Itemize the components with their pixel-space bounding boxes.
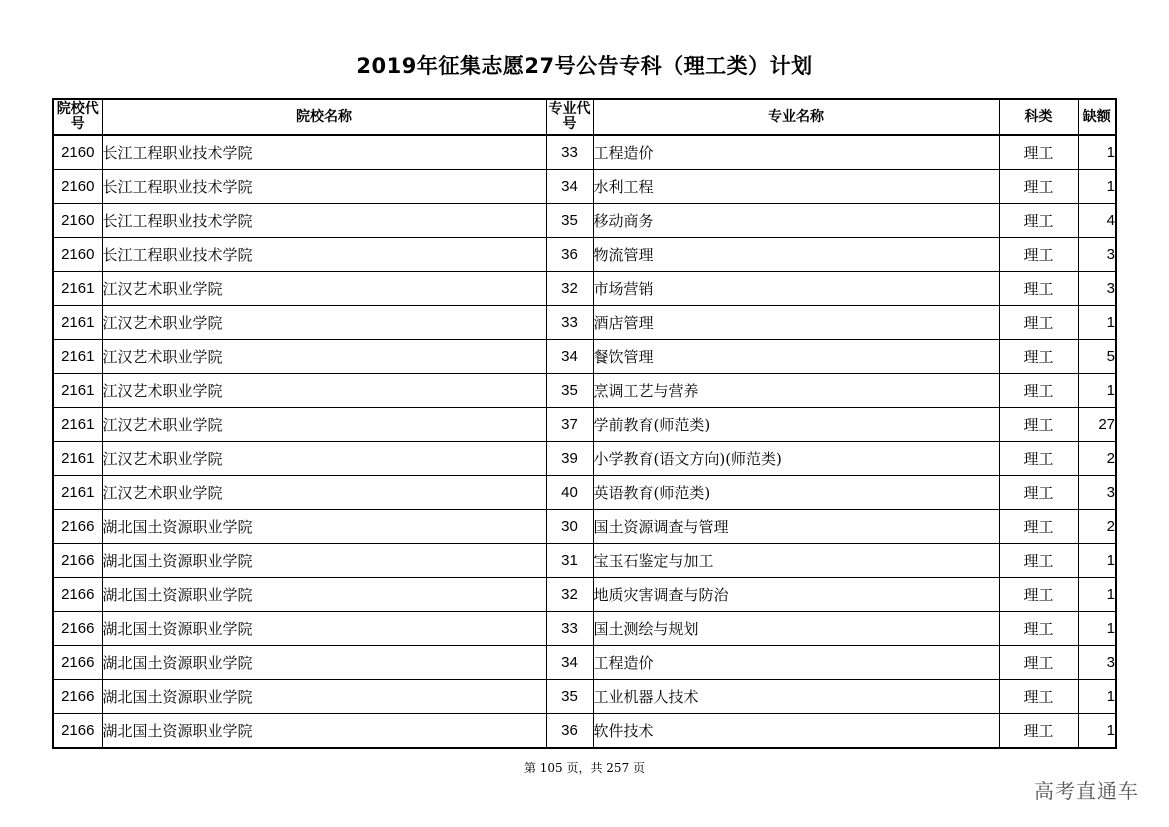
cell-major-name: 软件技术: [593, 714, 999, 749]
cell-school-name: 江汉艺术职业学院: [102, 340, 546, 374]
cell-major-code: 32: [546, 578, 593, 612]
cell-major-code: 36: [546, 714, 593, 749]
cell-school-name: 湖北国土资源职业学院: [102, 544, 546, 578]
table-row: [53, 714, 1116, 749]
cell-school-code: 2166: [53, 510, 102, 544]
cell-major-name: 工业机器人技术: [593, 680, 999, 714]
cell-school-name: 长江工程职业技术学院: [102, 204, 546, 238]
header-major-name: 专业名称: [593, 99, 999, 135]
cell-school-code: 2166: [53, 612, 102, 646]
cell-quota: 1: [1078, 170, 1116, 204]
cell-category: 理工: [999, 714, 1078, 749]
cell-quota: 3: [1078, 238, 1116, 272]
cell-major-code: 40: [546, 476, 593, 510]
cell-school-name: 长江工程职业技术学院: [102, 135, 546, 170]
cell-major-code: 37: [546, 408, 593, 442]
cell-quota: 27: [1078, 408, 1116, 442]
cell-category: 理工: [999, 204, 1078, 238]
cell-school-code: 2166: [53, 680, 102, 714]
cell-category: 理工: [999, 612, 1078, 646]
cell-quota: 1: [1078, 135, 1116, 170]
cell-category: 理工: [999, 135, 1078, 170]
page-footer: 第 105 页，共 257 页: [523, 761, 646, 775]
cell-school-code: 2166: [53, 646, 102, 680]
cell-quota: 1: [1078, 714, 1116, 749]
cell-major-code: 33: [546, 135, 593, 170]
cell-school-name: 江汉艺术职业学院: [102, 306, 546, 340]
table-row: [53, 408, 1116, 442]
cell-quota: 1: [1078, 612, 1116, 646]
cell-school-name: 长江工程职业技术学院: [102, 170, 546, 204]
cell-major-name: 移动商务: [593, 204, 999, 238]
cell-category: 理工: [999, 306, 1078, 340]
table-row: [53, 306, 1116, 340]
cell-major-name: 市场营销: [593, 272, 999, 306]
cell-major-name: 酒店管理: [593, 306, 999, 340]
cell-category: 理工: [999, 476, 1078, 510]
table-row: [53, 578, 1116, 612]
cell-school-name: 江汉艺术职业学院: [102, 374, 546, 408]
cell-category: 理工: [999, 510, 1078, 544]
cell-school-code: 2161: [53, 442, 102, 476]
cell-major-code: 35: [546, 680, 593, 714]
header-quota: 缺额: [1078, 99, 1116, 135]
table-row: [53, 680, 1116, 714]
table-row: [53, 238, 1116, 272]
cell-quota: 1: [1078, 306, 1116, 340]
cell-major-code: 34: [546, 170, 593, 204]
cell-major-code: 36: [546, 238, 593, 272]
cell-school-name: 江汉艺术职业学院: [102, 442, 546, 476]
cell-major-name: 水利工程: [593, 170, 999, 204]
table-row: [53, 510, 1116, 544]
cell-category: 理工: [999, 374, 1078, 408]
cell-major-name: 国土资源调查与管理: [593, 510, 999, 544]
cell-category: 理工: [999, 544, 1078, 578]
cell-school-name: 湖北国土资源职业学院: [102, 646, 546, 680]
cell-school-code: 2166: [53, 578, 102, 612]
cell-quota: 3: [1078, 272, 1116, 306]
header-category: 科类: [999, 99, 1078, 135]
cell-category: 理工: [999, 442, 1078, 476]
cell-major-name: 工程造价: [593, 135, 999, 170]
cell-major-code: 39: [546, 442, 593, 476]
cell-category: 理工: [999, 238, 1078, 272]
cell-school-code: 2160: [53, 204, 102, 238]
table-row: [53, 476, 1116, 510]
header-major-code: 专业代号: [546, 99, 593, 135]
cell-school-name: 湖北国土资源职业学院: [102, 510, 546, 544]
cell-school-name: 江汉艺术职业学院: [102, 476, 546, 510]
plan-table: [52, 98, 1117, 749]
cell-school-name: 湖北国土资源职业学院: [102, 714, 546, 749]
table-row: [53, 340, 1116, 374]
table-row: [53, 612, 1116, 646]
cell-quota: 1: [1078, 680, 1116, 714]
cell-major-name: 学前教育(师范类): [593, 408, 999, 442]
cell-category: 理工: [999, 170, 1078, 204]
cell-major-name: 国土测绘与规划: [593, 612, 999, 646]
cell-quota: 4: [1078, 204, 1116, 238]
cell-quota: 3: [1078, 476, 1116, 510]
cell-school-name: 湖北国土资源职业学院: [102, 680, 546, 714]
page-title: 2019年征集志愿27号公告专科（理工类）计划: [356, 54, 813, 78]
cell-school-code: 2161: [53, 408, 102, 442]
table-row: [53, 442, 1116, 476]
cell-school-code: 2166: [53, 714, 102, 749]
cell-major-name: 餐饮管理: [593, 340, 999, 374]
table-header-row: [53, 99, 1116, 135]
cell-school-code: 2160: [53, 135, 102, 170]
cell-major-code: 32: [546, 272, 593, 306]
cell-major-code: 31: [546, 544, 593, 578]
table-row: [53, 170, 1116, 204]
cell-category: 理工: [999, 680, 1078, 714]
table-row: [53, 374, 1116, 408]
cell-major-name: 物流管理: [593, 238, 999, 272]
cell-school-code: 2160: [53, 238, 102, 272]
table-row: [53, 204, 1116, 238]
cell-quota: 1: [1078, 374, 1116, 408]
cell-major-name: 宝玉石鉴定与加工: [593, 544, 999, 578]
cell-quota: 1: [1078, 544, 1116, 578]
cell-major-name: 地质灾害调查与防治: [593, 578, 999, 612]
table-row: [53, 646, 1116, 680]
cell-major-code: 30: [546, 510, 593, 544]
cell-major-code: 33: [546, 612, 593, 646]
cell-quota: 1: [1078, 578, 1116, 612]
cell-school-code: 2161: [53, 476, 102, 510]
cell-major-code: 34: [546, 646, 593, 680]
cell-major-code: 35: [546, 374, 593, 408]
cell-major-code: 35: [546, 204, 593, 238]
table-row: [53, 135, 1116, 170]
cell-school-code: 2161: [53, 306, 102, 340]
table-row: [53, 544, 1116, 578]
cell-school-code: 2166: [53, 544, 102, 578]
cell-quota: 3: [1078, 646, 1116, 680]
cell-school-code: 2161: [53, 374, 102, 408]
cell-school-code: 2161: [53, 340, 102, 374]
cell-major-code: 33: [546, 306, 593, 340]
cell-quota: 2: [1078, 442, 1116, 476]
cell-school-code: 2161: [53, 272, 102, 306]
cell-category: 理工: [999, 272, 1078, 306]
table-row: [53, 272, 1116, 306]
cell-major-name: 烹调工艺与营养: [593, 374, 999, 408]
cell-major-name: 小学教育(语文方向)(师范类): [593, 442, 999, 476]
cell-major-name: 工程造价: [593, 646, 999, 680]
watermark: 高考直通车: [1034, 779, 1139, 803]
cell-category: 理工: [999, 646, 1078, 680]
header-school-name: 院校名称: [102, 99, 546, 135]
cell-school-name: 江汉艺术职业学院: [102, 408, 546, 442]
cell-major-name: 英语教育(师范类): [593, 476, 999, 510]
cell-quota: 5: [1078, 340, 1116, 374]
cell-major-code: 34: [546, 340, 593, 374]
cell-category: 理工: [999, 408, 1078, 442]
cell-category: 理工: [999, 578, 1078, 612]
cell-category: 理工: [999, 340, 1078, 374]
cell-school-name: 湖北国土资源职业学院: [102, 612, 546, 646]
cell-school-name: 江汉艺术职业学院: [102, 272, 546, 306]
cell-school-name: 湖北国土资源职业学院: [102, 578, 546, 612]
cell-school-name: 长江工程职业技术学院: [102, 238, 546, 272]
cell-school-code: 2160: [53, 170, 102, 204]
header-school-code: 院校代号: [53, 99, 102, 135]
cell-quota: 2: [1078, 510, 1116, 544]
